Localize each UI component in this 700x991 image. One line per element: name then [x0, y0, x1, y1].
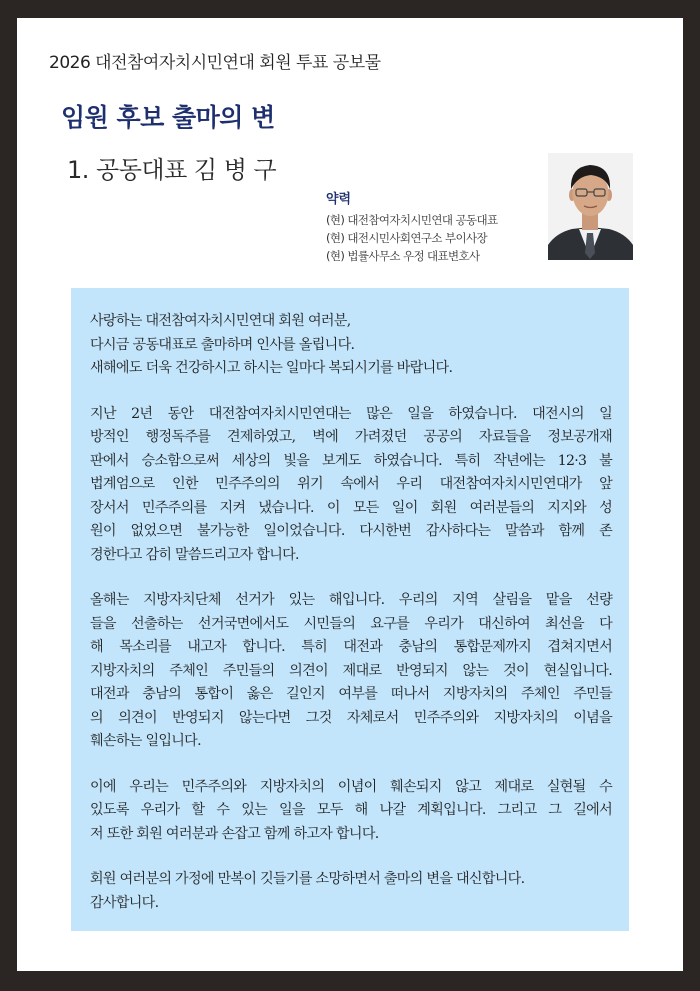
letter-line: 의 의견이 반영되지 않는다면 그것 자체로서 민주주의와 지방자치의 이념을: [90, 709, 612, 726]
letter-paragraph: [90, 776, 612, 847]
letter-paragraph: [90, 868, 612, 915]
letter-paragraph: [90, 310, 612, 381]
letter-line: 올해는 지방자치단체 선거가 있는 해입니다. 우리의 지역 살림을 맡을 선량: [90, 592, 612, 608]
letter-line: 원이 없었으면 불가능한 일이었습니다. 다시한번 감사하다는 말씀과 함께 존: [90, 523, 612, 539]
letter-line: 훼손하는 일입니다.: [90, 733, 201, 749]
candidate-photo: [548, 153, 633, 260]
letter-line: 다시금 공동대표로 출마하며 인사를 올립니다.: [90, 336, 355, 353]
publication-header: 2026 대전참여자치시민연대 회원 투표 공보물: [49, 53, 381, 73]
letter-line: 대전과 충남의 통합이 옳은 길인지 여부를 떠나서 지방자치의 주체인 주민들: [90, 686, 612, 702]
candidate-portrait-icon: [548, 153, 633, 260]
page-title: 임원 후보 출마의 변: [61, 103, 275, 132]
letter-line: 장서서 민주주의를 지켜 냈습니다. 이 모든 일이 회원 여러분들의 지지와 성: [90, 499, 612, 516]
career-item: (현) 대전참여자치시민연대 공동대표: [326, 213, 498, 227]
letter-line: 경한다고 감히 말씀드리고자 합니다.: [90, 546, 299, 563]
letter-line: 이에 우리는 민주주의와 지방자치의 이념이 훼손되지 않고 제대로 실현될 수: [90, 778, 612, 795]
career-section: [326, 188, 556, 265]
letter-line: 지난 2년 동안 대전참여자치시민연대는 많은 일을 하였습니다. 대전시의 일: [90, 405, 612, 422]
document-page: [17, 18, 683, 971]
letter-line: 감사합니다.: [90, 894, 159, 911]
candidate-heading: 1. 공동대표 김 병 구: [67, 156, 277, 184]
letter-line: 판에서 승소함으로써 세상의 빛을 보게도 하였습니다. 특히 작년에는 12·3 불: [90, 452, 612, 469]
letter-paragraph: [90, 589, 612, 754]
letter-line: 들을 선출하는 선거국면에서도 시민들의 요구를 우리가 대신하여 최선을 다: [90, 615, 612, 632]
letter-line: 회원 여러분의 가정에 만복이 깃들기를 소망하면서 출마의 변을 대신합니다.: [90, 871, 525, 887]
letter-paragraph: [90, 403, 612, 568]
letter-line: 저 또한 회원 여러분과 손잡고 함께 하고자 합니다.: [90, 825, 379, 842]
career-item: (현) 법률사무소 우정 대표변호사: [326, 249, 480, 263]
letter-line: 있도록 우리가 할 수 있는 일을 모두 해 나갈 계획입니다. 그리고 그 길에서: [90, 802, 612, 818]
career-heading: 약력: [326, 192, 352, 207]
letter-line: 방적인 행정독주를 견제하였고, 벽에 가려졌던 공공의 자료들을 정보공개재: [90, 429, 612, 445]
letter-line: 사랑하는 대전참여자치시민연대 회원 여러분,: [90, 313, 351, 329]
letter-line: 새해에도 더욱 건강하시고 하시는 일마다 복되시기를 바랍니다.: [90, 360, 453, 376]
career-item: (현) 대전시민사회연구소 부이사장: [326, 231, 488, 245]
letter-line: 법계엄으로 인한 민주주의의 위기 속에서 우리 대전참여자치시민연대가 앞: [90, 476, 612, 492]
letter-box: [71, 288, 629, 931]
letter-line: 지방자치의 주체인 주민들의 의견이 제대로 반영되지 않는 것이 현실입니다.: [90, 662, 612, 679]
letter-line: 해 목소리를 내고자 합니다. 특히 대전과 충남의 통합문제까지 겹쳐지면서: [90, 639, 612, 655]
